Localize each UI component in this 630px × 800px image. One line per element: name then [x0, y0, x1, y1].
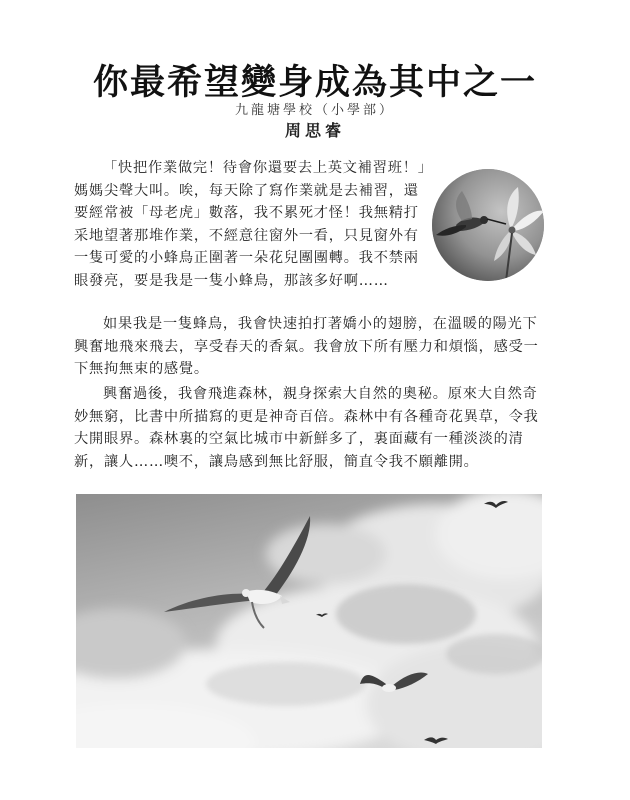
paragraph-line: 妙無窮，比書中所描寫的更是神奇百倍。森林中有各種奇花異草，令我 — [74, 408, 539, 425]
paragraph-line: 媽媽尖聲大叫。唉，每天除了寫作業就是去補習，還 — [74, 182, 419, 199]
paragraph-line: 興奮過後，我會飛進森林，親身探索大自然的奧秘。原來大自然奇 — [103, 386, 538, 402]
paragraph-line: 大開眼界。森林裏的空氣比城市中新鮮多了，裏面藏有一種淡淡的清 — [74, 431, 524, 448]
paragraph-line: 要經常被「母老虎」數落，我不累死才怪！我無精打 — [74, 205, 419, 222]
paragraph-line: 新，讓人……噢不，讓鳥感到無比舒服，簡直令我不願離開。 — [74, 453, 479, 470]
hummingbird-photo — [432, 169, 544, 281]
paragraph-line: 興奮地飛來飛去，享受春天的香氣。我會放下所有壓力和煩惱，感受一 — [74, 338, 539, 355]
paragraph-3 — [74, 383, 556, 473]
seagulls-illustration — [76, 494, 542, 748]
paragraph-1 — [74, 157, 440, 293]
paragraph-line: 如果我是一隻蜂鳥，我會快速拍打著嬌小的翅膀，在溫暖的陽光下 — [103, 316, 538, 332]
paragraph-line: 下無拘無束的感覺。 — [74, 361, 209, 378]
school-name: 九龍塘學校（小學部） — [234, 103, 395, 118]
author-name: 周思睿 — [284, 121, 345, 140]
paragraph-line: 眼發亮，要是我是一隻小蜂鳥，那該多好啊…… — [74, 272, 389, 289]
seagulls-photo — [76, 494, 542, 748]
paragraph-line: 一隻可愛的小蜂鳥正圍著一朵花兒團團轉。我不禁兩 — [74, 250, 419, 267]
paragraph-line: 「快把作業做完！待會你還要去上英文補習班！」 — [103, 160, 433, 176]
paragraph-line: 采地望著那堆作業，不經意往窗外一看，只見窗外有 — [74, 227, 419, 244]
paragraph-2 — [74, 313, 556, 381]
article-title: 你最希望變身成為其中之一 — [92, 62, 537, 104]
hummingbird-illustration — [432, 169, 544, 281]
